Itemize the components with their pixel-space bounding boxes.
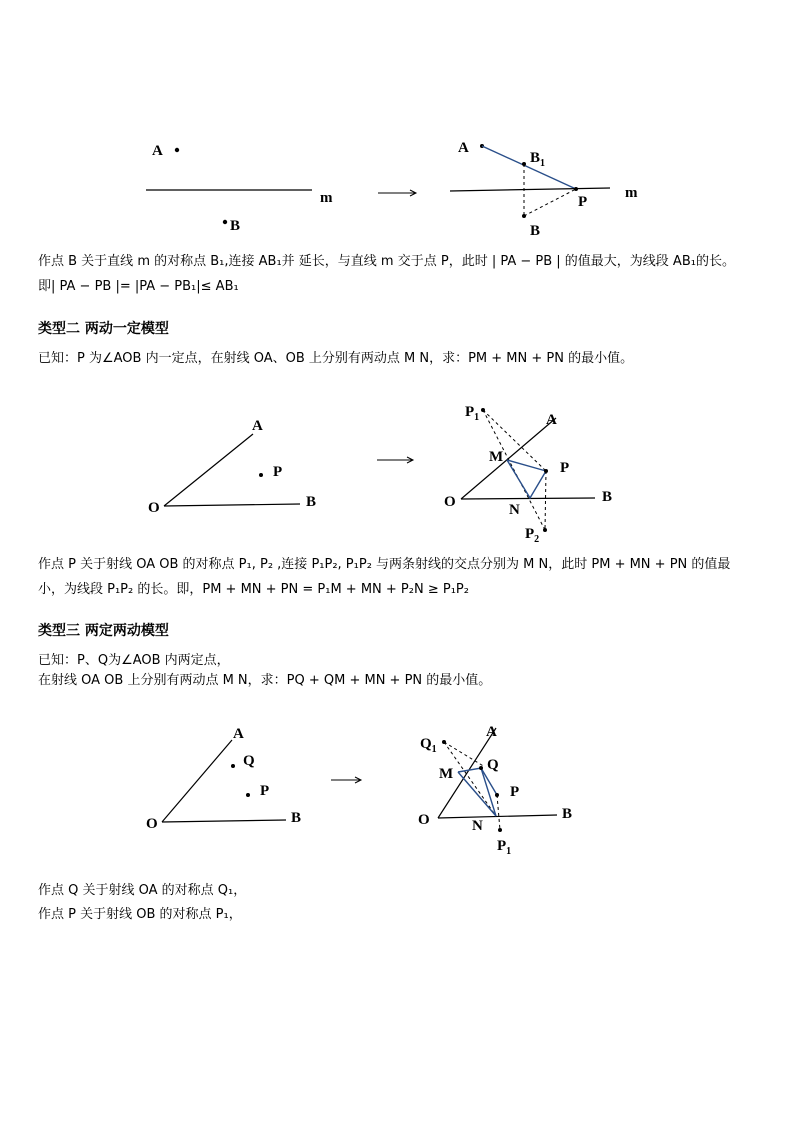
figure-max-difference (140, 100, 685, 248)
label-m: M (439, 766, 454, 782)
label-b2: B (602, 489, 613, 505)
section3-heading: 类型三 两定两动模型 (38, 623, 169, 639)
label-q: Q (243, 753, 255, 769)
label-q1: $Q_1$ (420, 736, 437, 755)
label-a: A (233, 726, 244, 742)
point-a (175, 148, 179, 152)
label-b2: B (562, 806, 573, 822)
text1-line2: 即| PA − PB |= |PA − PB₁|≤ AB₁ (38, 279, 239, 294)
section3-step1: 作点 Q 关于射线 OA 的对称点 Q₁， (38, 883, 247, 898)
label-a: A (152, 143, 163, 159)
section3-step2: 作点 P 关于射线 OB 的对称点 P₁， (38, 907, 242, 922)
label-b1: $B_1$ (530, 150, 546, 169)
label-p: P (260, 783, 270, 799)
label-p: P (273, 464, 283, 480)
figure-two-fixed-two-moving (140, 700, 675, 862)
ray-ob (164, 504, 300, 506)
text1-line1: 作点 B 关于直线 m 的对称点 B₁,连接 AB₁并 延长，与直线 m 交于点 P，此时 | PA − PB | 的值最大，为线段 AB₁的长。 (38, 254, 735, 269)
label-q: Q (487, 757, 499, 773)
label-p: P (578, 194, 588, 210)
label-b2: B (530, 223, 541, 239)
segment-ab1p (482, 146, 576, 189)
label-p2: $P_2$ (525, 526, 540, 545)
section2-given: 已知：P 为∠AOB 内一定点，在射线 OA、OB 上分别有两动点 M N，求：PM + MN + PN 的最小值。 (38, 351, 634, 366)
label-a: A (252, 418, 263, 434)
figure-two-moving-one-fixed (140, 378, 680, 550)
section3-given2: 在射线 OA OB 上分别有两动点 M N，求：PQ + QM + MN + PN 的最小值。 (38, 673, 492, 688)
label-n: N (472, 818, 483, 834)
point-b (223, 220, 227, 224)
label-b: B (306, 494, 317, 510)
label-a2: A (546, 412, 557, 428)
label-p1: $P_1$ (465, 404, 480, 423)
label-m: m (320, 190, 333, 206)
label-b: B (291, 810, 302, 826)
section2-explain2: 小，为线段 P₁P₂ 的长。即，PM + MN + PN = P₁M + MN + P₂N ≥ P₁P₂ (38, 582, 469, 597)
section2-explain1: 作点 P 关于射线 OA OB 的对称点 P₁, P₂ ,连接 P₁P₂, P₁P₂ 与两条射线的交点分别为 M N，此时 PM + MN + PN 的值最 (38, 557, 731, 572)
line-m-right (450, 188, 610, 191)
label-o2: O (444, 494, 456, 510)
label-p: P (510, 784, 520, 800)
label-p: P (560, 460, 570, 476)
label-o: O (146, 816, 158, 832)
section2-heading: 类型二 两动一定模型 (38, 321, 169, 337)
label-m: M (489, 449, 504, 465)
label-m2: m (625, 185, 638, 201)
label-n: N (509, 502, 520, 518)
label-b: B (230, 218, 241, 234)
path-qmnp (458, 768, 496, 816)
section3-given1: 已知：P、Q为∠AOB 内两定点， (38, 653, 230, 668)
label-a2: A (486, 724, 497, 740)
label-a2: A (458, 140, 469, 156)
label-o: O (148, 500, 160, 516)
ray-oa (164, 434, 253, 506)
label-o2: O (418, 812, 430, 828)
label-p1: $P_1$ (497, 838, 512, 857)
